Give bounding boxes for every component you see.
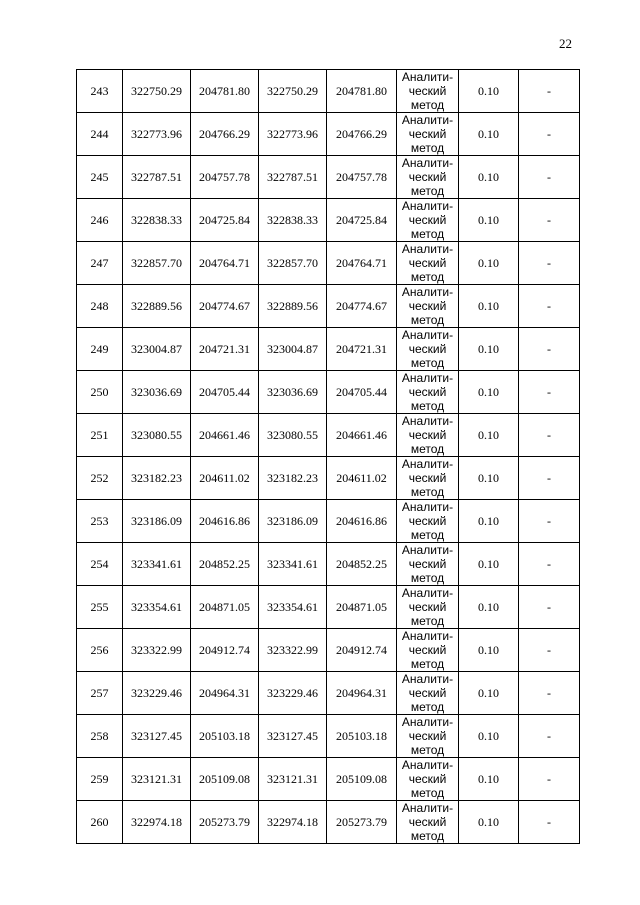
accuracy-cell: 0.10 <box>459 543 519 586</box>
note-cell: - <box>519 758 580 801</box>
method-line: ческий <box>408 557 447 571</box>
note-cell: - <box>519 285 580 328</box>
accuracy-cell: 0.10 <box>459 156 519 199</box>
y-refined-cell: 204912.74 <box>327 629 397 672</box>
accuracy-cell: 0.10 <box>459 758 519 801</box>
note-cell: - <box>519 414 580 457</box>
method-line: метод <box>410 442 445 456</box>
method-line: метод <box>410 98 445 112</box>
table-row <box>77 242 580 285</box>
method-line: Аналити- <box>401 156 454 170</box>
method-line: ческий <box>408 385 447 399</box>
x-existing-cell: 323322.99 <box>123 629 191 672</box>
method-cell <box>397 328 459 371</box>
note-cell: - <box>519 199 580 242</box>
method-line: Аналити- <box>401 113 454 127</box>
point-number-cell: 257 <box>77 672 123 715</box>
method-line: ческий <box>408 686 447 700</box>
x-refined-cell: 322974.18 <box>259 801 327 844</box>
method-line: ческий <box>408 127 447 141</box>
point-number-cell: 244 <box>77 113 123 156</box>
x-existing-cell: 322838.33 <box>123 199 191 242</box>
x-refined-cell: 323121.31 <box>259 758 327 801</box>
table-row <box>77 457 580 500</box>
method-line: Аналити- <box>401 199 454 213</box>
x-existing-cell: 322773.96 <box>123 113 191 156</box>
method-line: метод <box>410 399 445 413</box>
y-refined-cell: 204781.80 <box>327 70 397 113</box>
x-existing-cell: 323354.61 <box>123 586 191 629</box>
y-existing-cell: 204661.46 <box>191 414 259 457</box>
method-line: метод <box>410 313 445 327</box>
y-refined-cell: 205273.79 <box>327 801 397 844</box>
x-existing-cell: 323004.87 <box>123 328 191 371</box>
method-cell <box>397 500 459 543</box>
x-refined-cell: 322787.51 <box>259 156 327 199</box>
point-number-cell: 247 <box>77 242 123 285</box>
method-line: Аналити- <box>401 672 454 686</box>
table-row <box>77 629 580 672</box>
x-existing-cell: 323080.55 <box>123 414 191 457</box>
method-line: ческий <box>408 600 447 614</box>
method-line: Аналити- <box>401 543 454 557</box>
method-cell <box>397 199 459 242</box>
y-existing-cell: 204871.05 <box>191 586 259 629</box>
note-cell: - <box>519 371 580 414</box>
method-line: Аналити- <box>401 371 454 385</box>
method-cell <box>397 70 459 113</box>
x-refined-cell: 322857.70 <box>259 242 327 285</box>
method-line: ческий <box>408 772 447 786</box>
y-refined-cell: 204611.02 <box>327 457 397 500</box>
accuracy-cell: 0.10 <box>459 285 519 328</box>
method-line: метод <box>410 786 445 800</box>
accuracy-cell: 0.10 <box>459 500 519 543</box>
method-line: Аналити- <box>401 285 454 299</box>
accuracy-cell: 0.10 <box>459 672 519 715</box>
note-cell: - <box>519 586 580 629</box>
method-line: метод <box>410 657 445 671</box>
method-line: ческий <box>408 213 447 227</box>
y-refined-cell: 204871.05 <box>327 586 397 629</box>
method-line: метод <box>410 485 445 499</box>
y-existing-cell: 204774.67 <box>191 285 259 328</box>
y-existing-cell: 205273.79 <box>191 801 259 844</box>
accuracy-cell: 0.10 <box>459 371 519 414</box>
x-existing-cell: 323229.46 <box>123 672 191 715</box>
method-line: Аналити- <box>401 500 454 514</box>
y-refined-cell: 204757.78 <box>327 156 397 199</box>
note-cell: - <box>519 543 580 586</box>
method-cell <box>397 113 459 156</box>
note-cell: - <box>519 70 580 113</box>
y-existing-cell: 204721.31 <box>191 328 259 371</box>
method-cell <box>397 156 459 199</box>
x-existing-cell: 322857.70 <box>123 242 191 285</box>
table-row <box>77 414 580 457</box>
method-line: метод <box>410 829 445 843</box>
table-row <box>77 285 580 328</box>
x-refined-cell: 323004.87 <box>259 328 327 371</box>
y-refined-cell: 204852.25 <box>327 543 397 586</box>
method-cell <box>397 715 459 758</box>
y-refined-cell: 204766.29 <box>327 113 397 156</box>
method-line: метод <box>410 184 445 198</box>
x-refined-cell: 323127.45 <box>259 715 327 758</box>
point-number-cell: 249 <box>77 328 123 371</box>
y-refined-cell: 204774.67 <box>327 285 397 328</box>
x-refined-cell: 322750.29 <box>259 70 327 113</box>
y-refined-cell: 204721.31 <box>327 328 397 371</box>
x-refined-cell: 323322.99 <box>259 629 327 672</box>
x-refined-cell: 323229.46 <box>259 672 327 715</box>
method-line: метод <box>410 614 445 628</box>
method-cell <box>397 543 459 586</box>
accuracy-cell: 0.10 <box>459 242 519 285</box>
point-number-cell: 251 <box>77 414 123 457</box>
point-number-cell: 245 <box>77 156 123 199</box>
y-refined-cell: 204964.31 <box>327 672 397 715</box>
table-row <box>77 328 580 371</box>
method-line: ческий <box>408 170 447 184</box>
y-existing-cell: 204912.74 <box>191 629 259 672</box>
x-refined-cell: 323354.61 <box>259 586 327 629</box>
point-number-cell: 256 <box>77 629 123 672</box>
accuracy-cell: 0.10 <box>459 328 519 371</box>
method-cell <box>397 371 459 414</box>
note-cell: - <box>519 500 580 543</box>
x-refined-cell: 322838.33 <box>259 199 327 242</box>
method-line: метод <box>410 528 445 542</box>
note-cell: - <box>519 242 580 285</box>
point-number-cell: 254 <box>77 543 123 586</box>
note-cell: - <box>519 113 580 156</box>
y-existing-cell: 204611.02 <box>191 457 259 500</box>
method-cell <box>397 758 459 801</box>
point-number-cell: 246 <box>77 199 123 242</box>
method-cell <box>397 242 459 285</box>
y-existing-cell: 205103.18 <box>191 715 259 758</box>
table-row <box>77 500 580 543</box>
table-row <box>77 715 580 758</box>
page-number: 22 <box>559 36 572 51</box>
table-row <box>77 156 580 199</box>
y-existing-cell: 204757.78 <box>191 156 259 199</box>
accuracy-cell: 0.10 <box>459 199 519 242</box>
method-line: метод <box>410 141 445 155</box>
method-line: метод <box>410 743 445 757</box>
point-number-cell: 258 <box>77 715 123 758</box>
point-number-cell: 252 <box>77 457 123 500</box>
x-existing-cell: 323121.31 <box>123 758 191 801</box>
method-line: Аналити- <box>401 758 454 772</box>
table-row <box>77 586 580 629</box>
method-line: Аналити- <box>401 70 454 84</box>
y-refined-cell: 204661.46 <box>327 414 397 457</box>
method-line: ческий <box>408 84 447 98</box>
table-row <box>77 801 580 844</box>
method-line: Аналити- <box>401 629 454 643</box>
point-number-cell: 250 <box>77 371 123 414</box>
y-refined-cell: 204764.71 <box>327 242 397 285</box>
point-number-cell: 255 <box>77 586 123 629</box>
y-refined-cell: 204705.44 <box>327 371 397 414</box>
method-line: ческий <box>408 729 447 743</box>
x-existing-cell: 323182.23 <box>123 457 191 500</box>
x-existing-cell: 323341.61 <box>123 543 191 586</box>
y-existing-cell: 205109.08 <box>191 758 259 801</box>
point-number-cell: 253 <box>77 500 123 543</box>
y-existing-cell: 204616.86 <box>191 500 259 543</box>
note-cell: - <box>519 672 580 715</box>
x-existing-cell: 322889.56 <box>123 285 191 328</box>
note-cell: - <box>519 629 580 672</box>
table-row <box>77 371 580 414</box>
x-refined-cell: 322889.56 <box>259 285 327 328</box>
x-refined-cell: 323186.09 <box>259 500 327 543</box>
method-line: метод <box>410 270 445 284</box>
method-line: Аналити- <box>401 414 454 428</box>
method-line: метод <box>410 227 445 241</box>
y-existing-cell: 204852.25 <box>191 543 259 586</box>
note-cell: - <box>519 801 580 844</box>
method-cell <box>397 801 459 844</box>
y-refined-cell: 205103.18 <box>327 715 397 758</box>
x-existing-cell: 322750.29 <box>123 70 191 113</box>
method-cell <box>397 457 459 500</box>
method-line: Аналити- <box>401 586 454 600</box>
method-cell <box>397 672 459 715</box>
x-existing-cell: 323036.69 <box>123 371 191 414</box>
method-line: Аналити- <box>401 242 454 256</box>
accuracy-cell: 0.10 <box>459 70 519 113</box>
method-line: метод <box>410 571 445 585</box>
x-refined-cell: 323341.61 <box>259 543 327 586</box>
method-line: Аналити- <box>401 801 454 815</box>
method-line: ческий <box>408 256 447 270</box>
method-line: метод <box>410 356 445 370</box>
y-existing-cell: 204964.31 <box>191 672 259 715</box>
y-refined-cell: 204725.84 <box>327 199 397 242</box>
method-cell <box>397 586 459 629</box>
coordinates-table <box>76 69 580 844</box>
x-refined-cell: 323036.69 <box>259 371 327 414</box>
x-existing-cell: 323186.09 <box>123 500 191 543</box>
method-cell <box>397 414 459 457</box>
accuracy-cell: 0.10 <box>459 801 519 844</box>
y-existing-cell: 204766.29 <box>191 113 259 156</box>
table-row <box>77 70 580 113</box>
method-line: ческий <box>408 643 447 657</box>
method-line: ческий <box>408 471 447 485</box>
x-refined-cell: 322773.96 <box>259 113 327 156</box>
accuracy-cell: 0.10 <box>459 414 519 457</box>
note-cell: - <box>519 156 580 199</box>
accuracy-cell: 0.10 <box>459 715 519 758</box>
method-line: Аналити- <box>401 328 454 342</box>
x-existing-cell: 323127.45 <box>123 715 191 758</box>
y-existing-cell: 204764.71 <box>191 242 259 285</box>
method-line: Аналити- <box>401 715 454 729</box>
method-cell <box>397 285 459 328</box>
point-number-cell: 248 <box>77 285 123 328</box>
x-existing-cell: 322787.51 <box>123 156 191 199</box>
method-line: метод <box>410 700 445 714</box>
method-line: ческий <box>408 428 447 442</box>
method-line: ческий <box>408 299 447 313</box>
table-row <box>77 543 580 586</box>
note-cell: - <box>519 328 580 371</box>
accuracy-cell: 0.10 <box>459 629 519 672</box>
point-number-cell: 260 <box>77 801 123 844</box>
y-refined-cell: 205109.08 <box>327 758 397 801</box>
x-refined-cell: 323182.23 <box>259 457 327 500</box>
y-existing-cell: 204781.80 <box>191 70 259 113</box>
table-row <box>77 199 580 242</box>
accuracy-cell: 0.10 <box>459 586 519 629</box>
method-line: ческий <box>408 815 447 829</box>
point-number-cell: 259 <box>77 758 123 801</box>
note-cell: - <box>519 457 580 500</box>
x-refined-cell: 323080.55 <box>259 414 327 457</box>
point-number-cell: 243 <box>77 70 123 113</box>
y-existing-cell: 204705.44 <box>191 371 259 414</box>
accuracy-cell: 0.10 <box>459 457 519 500</box>
table-row <box>77 113 580 156</box>
x-existing-cell: 322974.18 <box>123 801 191 844</box>
method-line: ческий <box>408 342 447 356</box>
method-line: Аналити- <box>401 457 454 471</box>
table-row <box>77 758 580 801</box>
y-existing-cell: 204725.84 <box>191 199 259 242</box>
method-line: ческий <box>408 514 447 528</box>
accuracy-cell: 0.10 <box>459 113 519 156</box>
method-cell <box>397 629 459 672</box>
y-refined-cell: 204616.86 <box>327 500 397 543</box>
table-row <box>77 672 580 715</box>
note-cell: - <box>519 715 580 758</box>
